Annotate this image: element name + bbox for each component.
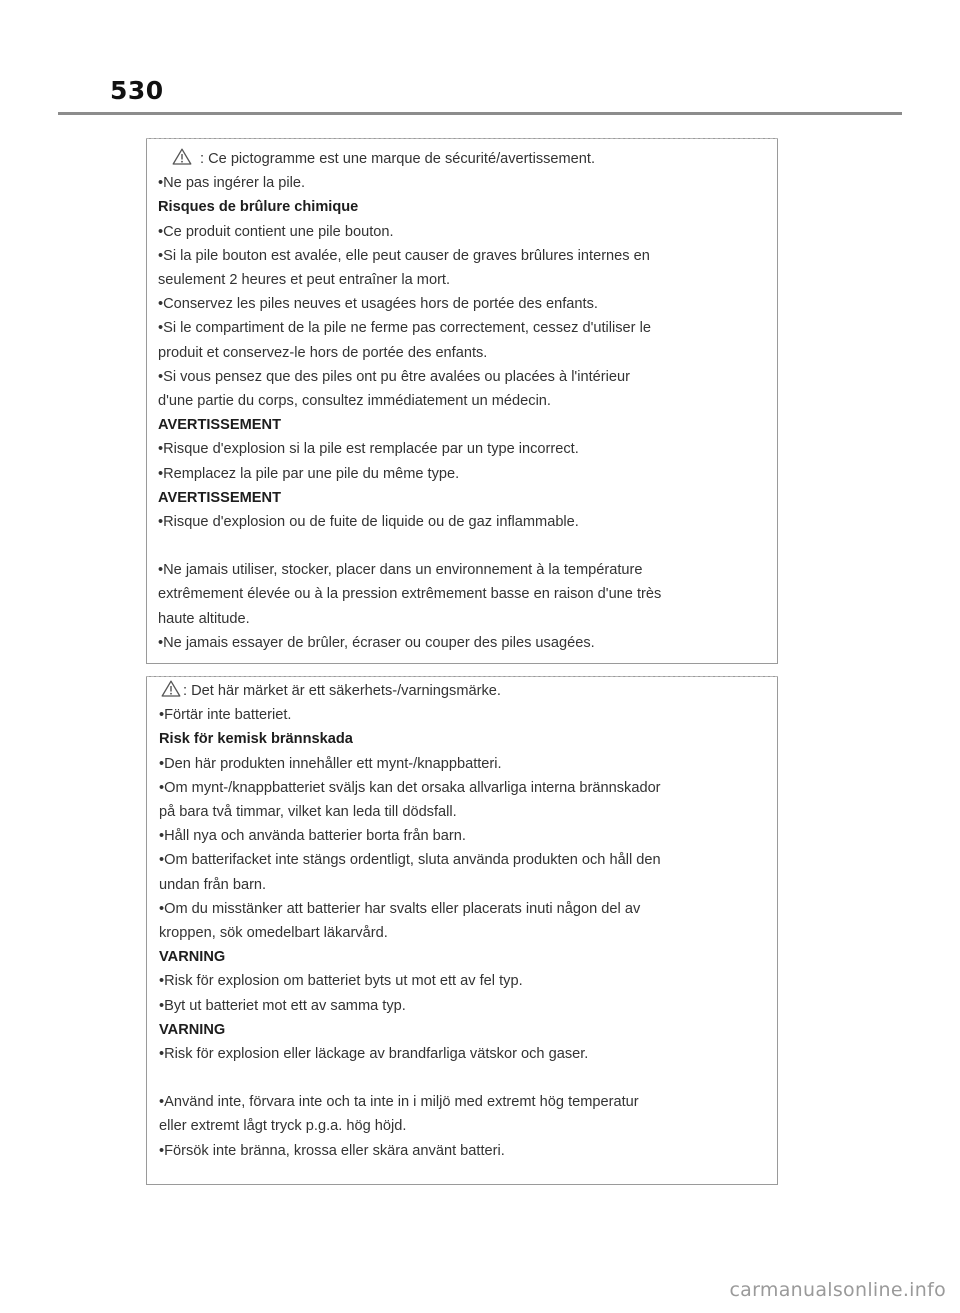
warning-triangle-icon [161, 680, 181, 697]
line-text: •Si la pile bouton est avalée, elle peut causer de graves brûlures internes en [158, 247, 650, 264]
text-line [158, 341, 777, 365]
line-text: •Risque d'explosion ou de fuite de liquide ou de gaz inflammable. [158, 514, 579, 531]
section-heading [158, 486, 777, 510]
line-text: •Ce produit contient une pile bouton. [158, 223, 394, 240]
text-line [158, 171, 777, 195]
text-line [158, 389, 777, 413]
line-text: •Byt ut batteriet mot ett av samma typ. [159, 997, 406, 1014]
line-text: extrêmement élevée ou à la pression extrêmement basse en raison d'une très [158, 586, 662, 603]
line-text: d'une partie du corps, consultez immédiatement un médecin. [158, 393, 551, 410]
line-text: •Si vous pensez que des piles ont pu être avalées ou placées à l'intérieur [158, 368, 630, 385]
line-text: AVERTISSEMENT [158, 417, 281, 434]
text-line [158, 631, 777, 655]
line-text: •Risque d'explosion si la pile est remplacée par un type incorrect. [158, 441, 579, 458]
line-text: •Om du misstänker att batterier har svalts eller placerats inuti någon del av [159, 900, 641, 917]
text-line [158, 462, 777, 486]
text-line [158, 437, 777, 461]
line-text: VARNING [159, 949, 226, 966]
line-text: •Använd inte, förvara inte och ta inte in i miljö med extremt hög temperatur [159, 1094, 639, 1111]
watermark: carmanualsonline.info [729, 1279, 946, 1301]
line-text: haute altitude. [158, 610, 250, 627]
swedish-warning-box [146, 676, 778, 1185]
line-text: VARNING [159, 1021, 226, 1038]
text-line [159, 994, 777, 1018]
text-line [159, 848, 777, 872]
text-line [159, 1042, 777, 1066]
text-line [159, 873, 777, 897]
line-text: •Försök inte bränna, krossa eller skära använt batteri. [159, 1142, 505, 1159]
section-heading [158, 195, 777, 219]
text-line [159, 1114, 777, 1138]
text-line [159, 1090, 777, 1114]
text-line [158, 244, 777, 268]
text-line [158, 582, 777, 606]
text-line [159, 679, 777, 703]
text-line [158, 220, 777, 244]
line-text: kroppen, sök omedelbart läkarvård. [159, 925, 388, 942]
header-rule [58, 112, 902, 115]
section-heading [159, 727, 777, 751]
line-text: : Ce pictogramme est une marque de sécurité/avertissement. [200, 151, 596, 167]
section-heading [159, 945, 777, 969]
text-line [159, 703, 777, 727]
section-heading [158, 413, 777, 437]
page-number: 530 [110, 76, 164, 105]
text-line [159, 897, 777, 921]
text-line [159, 752, 777, 776]
line-text: produit et conservez-le hors de portée des enfants. [158, 344, 488, 361]
line-text: på bara två timmar, vilket kan leda till dödsfall. [159, 804, 457, 821]
text-line [158, 268, 777, 292]
line-text: •Om mynt-/knappbatteriet sväljs kan det orsaka allvarliga interna brännskador [159, 779, 661, 796]
line-text: •Conservez les piles neuves et usagées hors de portée des enfants. [158, 296, 598, 313]
text-line [158, 510, 777, 534]
text-line [158, 147, 777, 171]
line-text: •Den här produkten innehåller ett mynt-/knappbatteri. [159, 755, 502, 772]
line-text: eller extremt lågt tryck p.g.a. hög höjd. [159, 1118, 407, 1135]
text-line [158, 316, 777, 340]
section-heading [159, 1018, 777, 1042]
text-line [159, 824, 777, 848]
text-line [159, 800, 777, 824]
line-text: •Ne jamais utiliser, stocker, placer dans un environnement à la température [158, 562, 643, 579]
line-text: •Risk för explosion eller läckage av brandfarliga vätskor och gaser. [159, 1046, 589, 1063]
line-text: •Si le compartiment de la pile ne ferme pas correctement, cessez d'utiliser le [158, 320, 651, 337]
line-text: •Ne pas ingérer la pile. [158, 175, 306, 192]
text-line [158, 607, 777, 631]
line-text: •Risk för explosion om batteriet byts ut mot ett av fel typ. [159, 973, 523, 990]
line-text: : Det här märket är ett säkerhets-/varningsmärke. [183, 683, 501, 699]
line-text: •Om batterifacket inte stängs ordentligt, sluta använda produkten och håll den [159, 852, 661, 869]
french-warning-box [146, 138, 778, 664]
text-line [159, 1139, 777, 1163]
line-text: •Ne jamais essayer de brûler, écraser ou couper des piles usagées. [158, 634, 595, 651]
line-text: Risk för kemisk brännskada [159, 731, 353, 748]
text-line [158, 558, 777, 582]
text-line [159, 921, 777, 945]
text-line [159, 776, 777, 800]
line-text: •Förtär inte batteriet. [159, 707, 292, 724]
line-text: undan från barn. [159, 876, 267, 893]
line-text: seulement 2 heures et peut entraîner la mort. [158, 272, 451, 289]
line-text: AVERTISSEMENT [158, 489, 281, 506]
line-text: Risques de brûlure chimique [158, 199, 359, 216]
text-line [158, 292, 777, 316]
text-line [159, 969, 777, 993]
text-line [158, 365, 777, 389]
warning-triangle-icon [172, 148, 192, 165]
line-text: •Håll nya och använda batterier borta från barn. [159, 828, 466, 845]
line-text: •Remplacez la pile par une pile du même type. [158, 465, 460, 482]
